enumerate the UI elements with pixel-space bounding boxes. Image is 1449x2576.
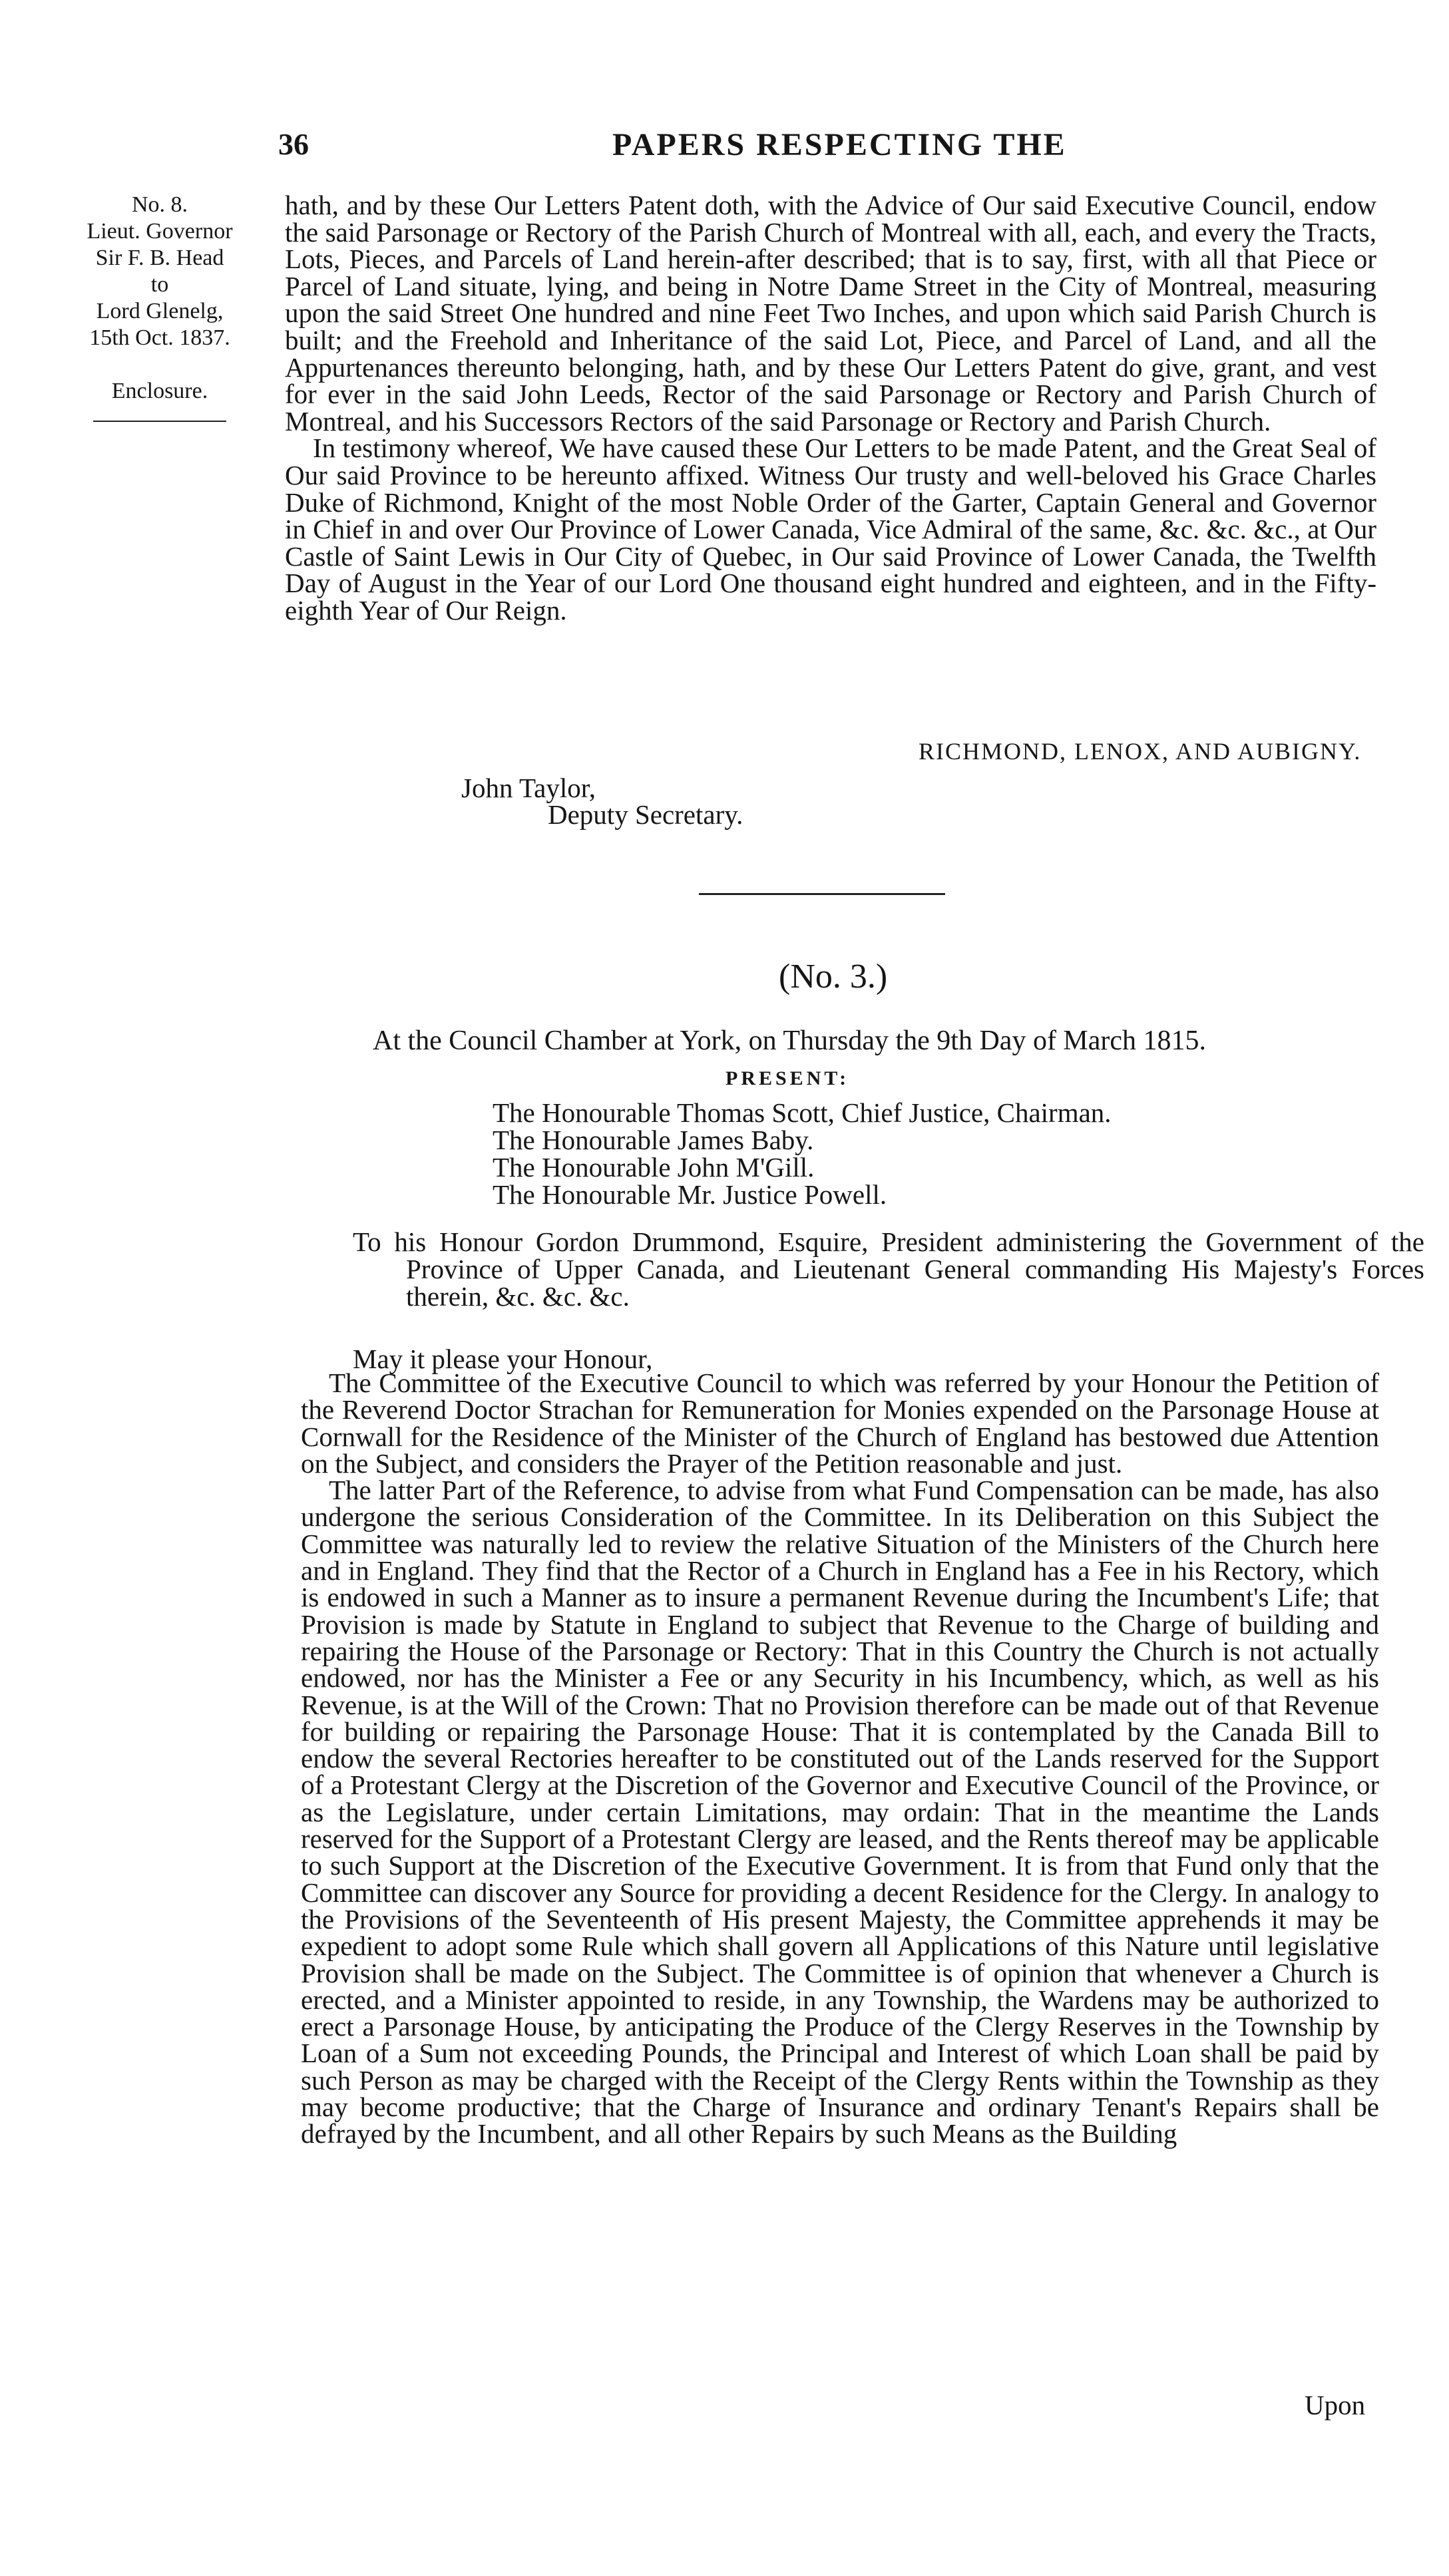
page-number: 36	[278, 127, 309, 161]
report-text	[301, 1370, 1379, 2147]
secretary-name: John Taylor,	[461, 773, 596, 803]
attendee: The Honourable James Baby.	[493, 1125, 814, 1155]
margin-note-line: Lord Glenelg,	[96, 299, 224, 323]
salutation: May it please your Honour,	[353, 1344, 653, 1374]
margin-note-line: 15th Oct. 1837.	[89, 325, 230, 350]
attendee: The Honourable John M'Gill.	[493, 1152, 815, 1183]
attendee: The Honourable Thomas Scott, Chief Justice, Chairman.	[493, 1097, 1112, 1128]
attendee-list	[493, 1099, 1112, 1208]
section-divider	[699, 893, 945, 895]
meeting-heading: At the Council Chamber at York, on Thursday the 9th Day of March 1815.	[373, 1025, 1207, 1056]
addressee: To his Honour Gordon Drummond, Esquire, President administering the Government of the Province of Upper Canada, and Lieutenant General commanding His Majesty's Forces therein, &c. &c. &c.	[353, 1226, 1424, 1312]
document-number: (No. 3.)	[779, 958, 888, 996]
patent-paragraph: In testimony whereof, We have caused these Our Letters to be made Patent, and the Great Seal of Our said Province to be hereunto affixed. Witness Our trusty and well-beloved his Grace Charles Duke of Richmond, Knight of the most Noble Order of the Garter, Captain General and Governor in Chief in and over Our Province of Lower Canada, Vice Admiral of the same, &c. &c. &c., at Our Castle of Saint Lewis in Our City of Quebec, in Our said Province of Lower Canada, the Twelfth Day of August in the Year of our Lord One thousand eight hundred and eighteen, and in the Fifty-eighth Year of Our Reign.	[285, 433, 1376, 626]
margin-note-line: No. 8.	[131, 192, 188, 217]
margin-rule	[93, 421, 226, 422]
patent-paragraph: hath, and by these Our Letters Patent doth, with the Advice of Our said Executive Council, endow the said Parsonage or Rectory of the Parish Church of Montreal with all, each, and every the Tracts, Lots, Pieces, and Parcels of Land herein-after described; that is to say, first, with all that Piece or Parcel of Land situate, lying, and being in Notre Dame Street in the City of Montreal, measuring upon the said Street One hundred and nine Feet Two Inches, and upon which said Parish Church is built; and the Freehold and Inheritance of the said Lot, Piece, and Parcel of Land, and all the Appurtenances thereunto belonging, hath, and by these Our Letters Patent do give, grant, and vest for ever in the said John Leeds, Rector of the said Parsonage or Rectory and Parish Church of Montreal, and his Successors Rectors of the said Parsonage or Rectory and Parish Church.	[285, 190, 1376, 437]
margin-note-line: Sir F. B. Head	[95, 246, 224, 270]
patent-signature: RICHMOND, LENOX, AND AUBIGNY.	[919, 738, 1362, 765]
report-paragraph: The latter Part of the Reference, to advise from what Fund Compensation can be made, has also undergone the serious Consideration of the Committee. In its Deliberation on this Subject the Committee was naturally led to review the relative Situation of the Ministers of the Church here and in England. They find that the Rector of a Church in England has a Fee in his Rectory, which is endowed in such a Manner as to insure a permanent Revenue during the Incumbent's Life; that Provision is made by Statute in England to subject that Revenue to the Charge of building and repairing the House of the Parsonage or Rectory: That in this Country the Church is not actually endowed, nor has the Minister a Fee or any Security in his Incumbency, which, as well as his Revenue, is at the Will of the Crown: That no Provision therefore can be made out of that Revenue for building or repairing the Parsonage House: That it is contemplated by the Canada Bill to endow the several Rectories hereafter to be constituted out of the Lands reserved for the Support of a Protestant Clergy at the Discretion of the Governor and Executive Council of the Province, or as the Legislature, under certain Limitations, may ordain: That in the meantime the Lands reserved for the Support of a Protestant Clergy are leased, and the Rents thereof may be applicable to such Support at the Discretion of the Executive Government. It is from that Fund only that the Committee can discover any Source for providing a decent Residence for the Clergy. In analogy to the Provisions of the Seventeenth of His present Majesty, the Committee apprehends it may be expedient to adopt some Rule which shall govern all Applications of this Nature until legislative Provision shall be made on the Subject. The Committee is of opinion that whenever a Church is erected, and a Minister appointed to reside, in any Township, the Wardens may be authorized to erect a Parsonage House, by anticipating the Produce of the Clergy Reserves in the Township by Loan of a Sum not exceeding Pounds, the Principal and Interest of which Loan shall be paid by such Person as may be charged with the Receipt of the Clergy Rents within the Township as they may become productive; that the Charge of Insurance and ordinary Tenant's Repairs shall be defrayed by the Incumbent, and all other Repairs by such Means as the Building	[301, 1475, 1379, 2149]
margin-note	[60, 192, 260, 422]
report-paragraph: The Committee of the Executive Council to which was referred by your Honour the Petition of the Reverend Doctor Strachan for Remuneration for Monies expended on the Parsonage House at Cornwall for the Residence of the Minister of the Church of England has bestowed due Attention on the Subject, and considers the Prayer of the Petition reasonable and just.	[301, 1368, 1379, 1479]
patent-text	[285, 192, 1376, 624]
enclosure-label: Enclosure.	[111, 379, 208, 403]
margin-note-line: Lieut. Governor	[87, 219, 233, 244]
secretary-title: Deputy Secretary.	[548, 799, 743, 830]
present-label: PRESENT:	[725, 1067, 850, 1089]
running-head: PAPERS RESPECTING THE	[612, 127, 1067, 162]
attendee: The Honourable Mr. Justice Powell.	[493, 1179, 887, 1210]
margin-note-line: to	[150, 272, 169, 297]
catchword: Upon	[1305, 2390, 1366, 2420]
